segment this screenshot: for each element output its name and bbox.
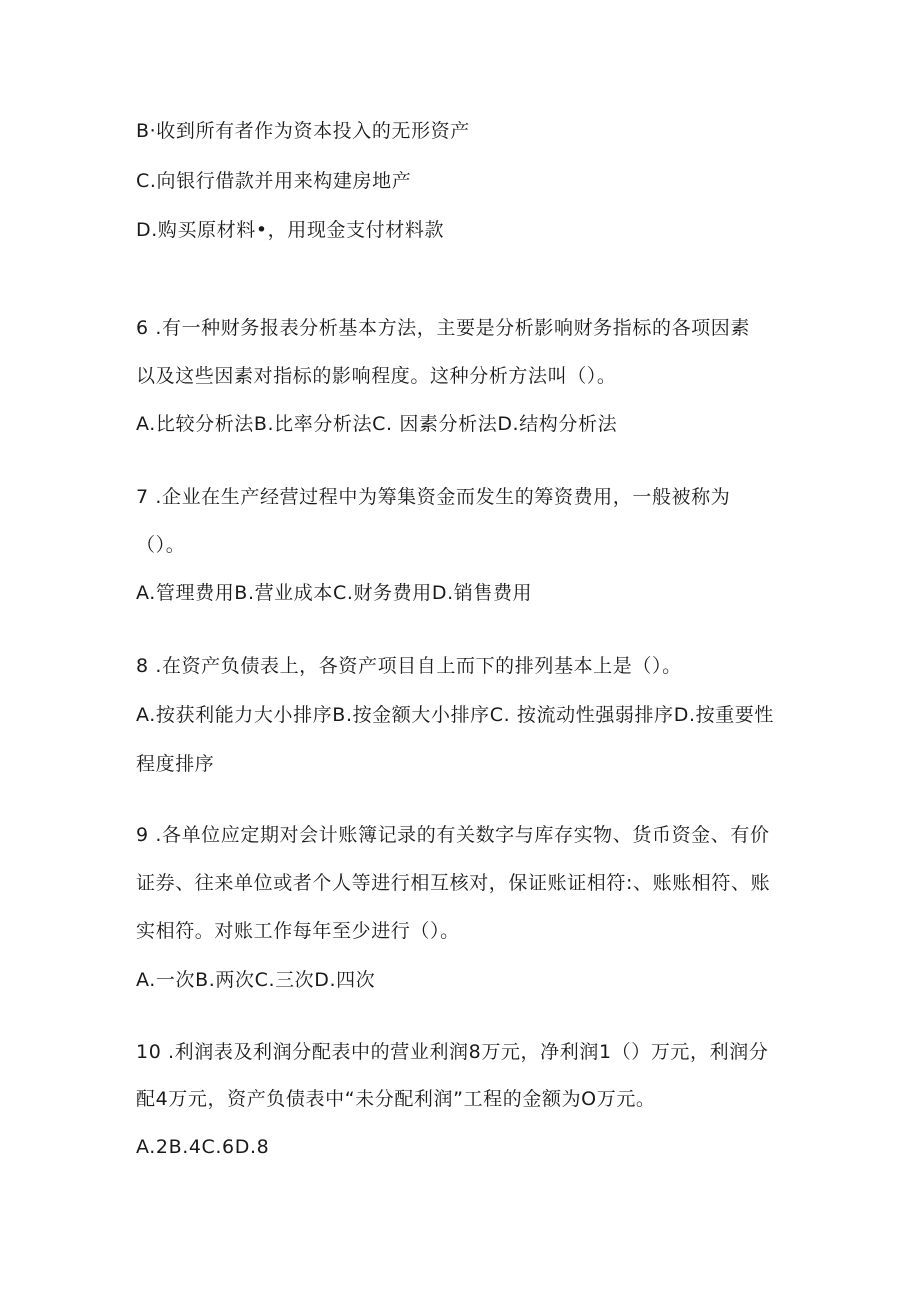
q8-options-line-1: A.按获利能力大小排序B.按金额大小排序C. 按流动性强弱排序D.按重要性 — [136, 704, 774, 726]
q10-text-line-2: 配4万元，资产负债表中“未分配利润”工程的金额为O万元。 — [136, 1088, 656, 1110]
q9-text-line-3: 实相符。对账工作每年至少进行（）。 — [136, 920, 460, 942]
q6-text-line-1: 6 .有一种财务报表分析基本方法，主要是分析影响财务指标的各项因素 — [136, 317, 750, 339]
q9-text-line-1: 9 .各单位应定期对会计账簿记录的有关数字与库存实物、货币资金、有价 — [136, 824, 770, 846]
q9-text-line-2: 证券、往来单位或者个人等进行相互核对，保证账证相符:、账账相符、账 — [136, 872, 771, 894]
q7-options: A.管理费用B.营业成本C.财务费用D.销售费用 — [136, 582, 533, 604]
q8-text: 8 .在资产负债表上，各资产项目自上而下的排列基本上是（）。 — [136, 655, 682, 677]
q10-text-line-1: 10 .利润表及利润分配表中的营业利润8万元，净利润1（）万元，利润分 — [136, 1041, 769, 1063]
q5-option-c: C.向银行借款并用来构建房地产 — [136, 170, 412, 192]
q8-options-line-2: 程度排序 — [136, 753, 215, 775]
q6-options: A.比较分析法B.比率分析法C. 因素分析法D.结构分析法 — [136, 413, 618, 435]
q10-options: A.2B.4C.6D.8 — [136, 1136, 270, 1158]
q6-text-line-2: 以及这些因素对指标的影响程度。这种分析方法叫（）。 — [136, 365, 617, 387]
q7-text-line-2: （）。 — [136, 534, 186, 556]
q7-text-line-1: 7 .企业在生产经营过程中为筹集资金而发生的筹资费用，一般被称为 — [136, 486, 731, 508]
q5-option-d: D.购买原材料•，用现金支付材料款 — [136, 219, 445, 241]
q5-option-b: B·收到所有者作为资本投入的无形资产 — [136, 120, 470, 142]
q9-options: A.一次B.两次C.三次D.四次 — [136, 969, 376, 991]
